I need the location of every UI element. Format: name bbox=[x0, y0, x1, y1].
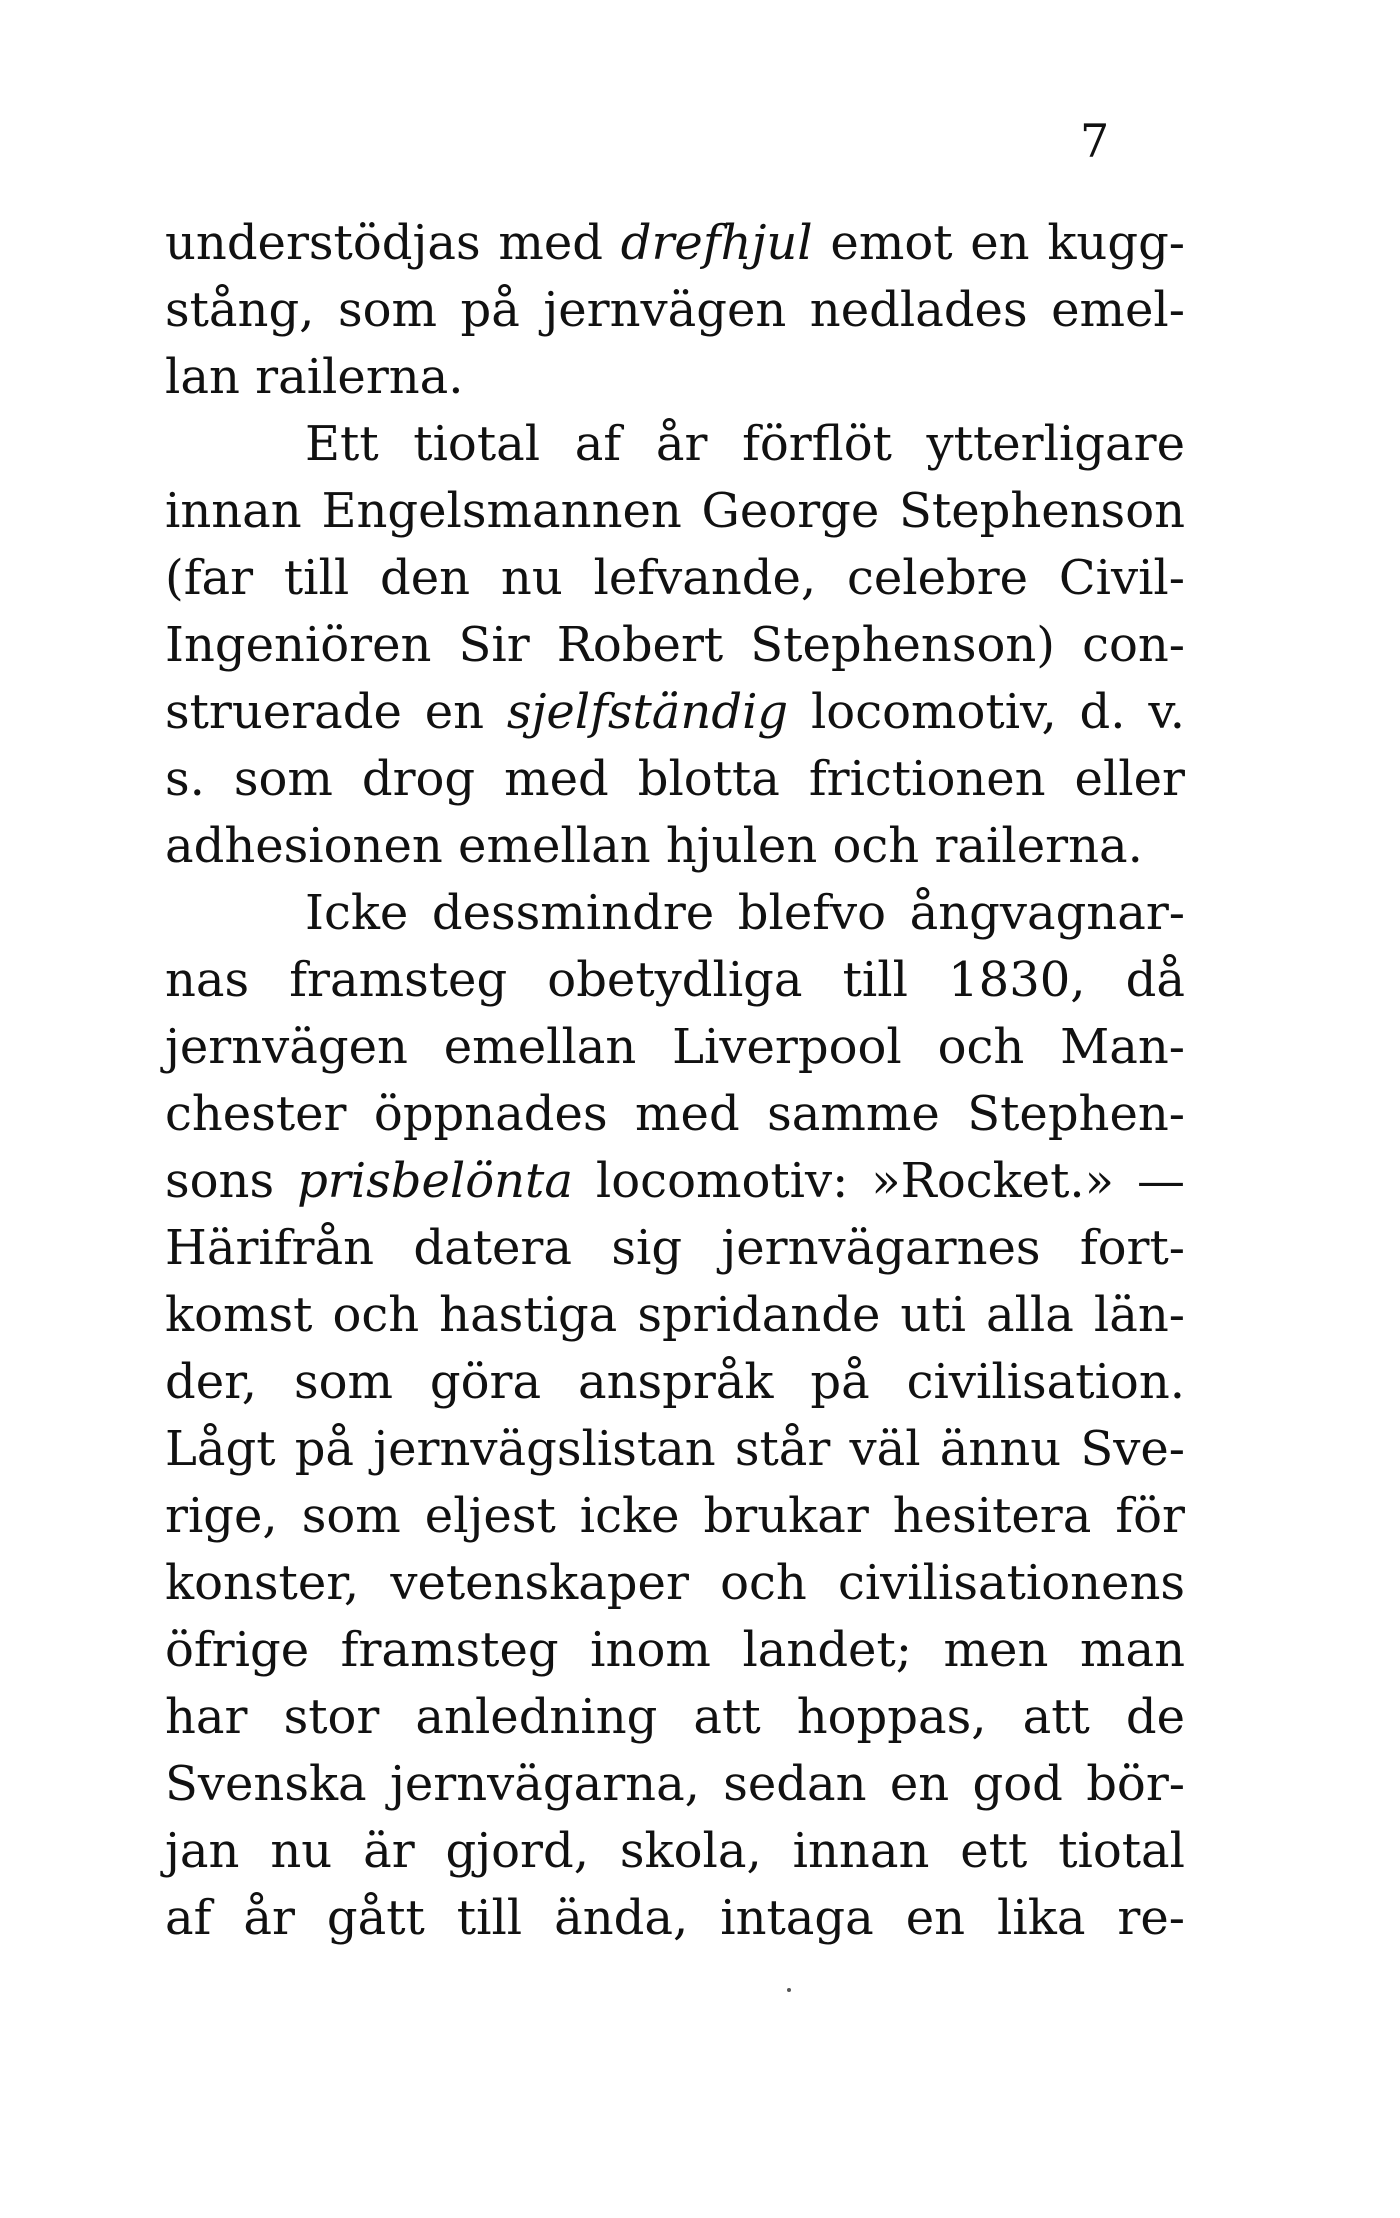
text-segment: Icke dessmindre blefvo ångvagnar- bbox=[305, 885, 1185, 941]
text-segment: komst och hastiga spridande uti alla län- bbox=[165, 1287, 1185, 1343]
text-line bbox=[165, 1416, 1185, 1483]
text-line bbox=[165, 478, 1185, 545]
italic-word: sjelfständig bbox=[506, 684, 789, 740]
text-segment: har stor anledning att hoppas, att de bbox=[165, 1689, 1185, 1745]
text-segment: jan nu är gjord, skola, innan ett tiotal bbox=[165, 1823, 1185, 1879]
text-segment: understödjas med bbox=[165, 215, 621, 271]
text-line bbox=[165, 1885, 1185, 1952]
text-segment: öfrige framsteg inom landet; men man bbox=[165, 1622, 1185, 1678]
text-segment: af år gått till ända, intaga en lika re- bbox=[165, 1890, 1185, 1946]
text-line bbox=[165, 1684, 1185, 1751]
text-line bbox=[165, 1483, 1185, 1550]
text-segment: Härifrån datera sig jernvägarnes fort- bbox=[165, 1220, 1185, 1276]
italic-word: prisbelönta bbox=[297, 1153, 573, 1209]
text-line bbox=[165, 210, 1185, 277]
text-line bbox=[165, 813, 1185, 880]
text-segment: s. som drog med blotta frictionen eller bbox=[165, 751, 1185, 807]
text-segment: (far till den nu lefvande, celebre Civil- bbox=[165, 550, 1185, 606]
text-segment: Svenska jernvägarna, sedan en god bör- bbox=[165, 1756, 1185, 1812]
text-segment: der, som göra anspråk på civilisation. bbox=[165, 1354, 1185, 1410]
text-line bbox=[165, 947, 1185, 1014]
text-segment: chester öppnades med samme Stephen- bbox=[165, 1086, 1185, 1142]
text-line bbox=[165, 344, 1185, 411]
page-number: 7 bbox=[1080, 114, 1110, 168]
text-segment: locomotiv: »Rocket.» — bbox=[572, 1153, 1185, 1209]
text-segment: lan railerna. bbox=[165, 349, 464, 405]
text-segment: Ingeniören Sir Robert Stephenson) con- bbox=[165, 617, 1185, 673]
text-line bbox=[165, 545, 1185, 612]
text-segment: struerade en bbox=[165, 684, 507, 740]
text-segment: Lågt på jernvägslistan står väl ännu Sve- bbox=[165, 1421, 1185, 1477]
text-segment: jernvägen emellan Liverpool och Man- bbox=[165, 1019, 1185, 1075]
text-segment: nas framsteg obetydliga till 1830, då bbox=[165, 952, 1185, 1008]
text-line bbox=[165, 679, 1185, 746]
text-line bbox=[165, 1550, 1185, 1617]
print-speck bbox=[787, 1988, 791, 1992]
text-line bbox=[165, 1751, 1185, 1818]
body-text bbox=[165, 210, 1185, 1952]
text-segment: locomotiv, d. v. bbox=[788, 684, 1186, 740]
text-segment: Ett tiotal af år förflöt ytterligare bbox=[305, 416, 1185, 472]
text-line bbox=[165, 1617, 1185, 1684]
text-line bbox=[165, 1081, 1185, 1148]
text-line bbox=[165, 1148, 1185, 1215]
text-line bbox=[165, 1349, 1185, 1416]
text-line bbox=[165, 1818, 1185, 1885]
text-segment: sons bbox=[165, 1153, 298, 1209]
text-segment: adhesionen emellan hjulen och railerna. bbox=[165, 818, 1143, 874]
text-segment: emot en kugg- bbox=[812, 215, 1186, 271]
text-line bbox=[165, 411, 1185, 478]
italic-word: drefhjul bbox=[620, 215, 813, 271]
text-segment: innan Engelsmannen George Stephenson bbox=[165, 483, 1185, 539]
text-segment: stång, som på jernvägen nedlades emel- bbox=[165, 282, 1185, 338]
text-line bbox=[165, 612, 1185, 679]
text-line bbox=[165, 1215, 1185, 1282]
text-line bbox=[165, 1282, 1185, 1349]
text-line bbox=[165, 277, 1185, 344]
text-line bbox=[165, 880, 1185, 947]
text-segment: rige, som eljest icke brukar hesitera för bbox=[165, 1488, 1185, 1544]
text-line bbox=[165, 1014, 1185, 1081]
text-line bbox=[165, 746, 1185, 813]
text-segment: konster, vetenskaper och civilisationens bbox=[165, 1555, 1185, 1611]
